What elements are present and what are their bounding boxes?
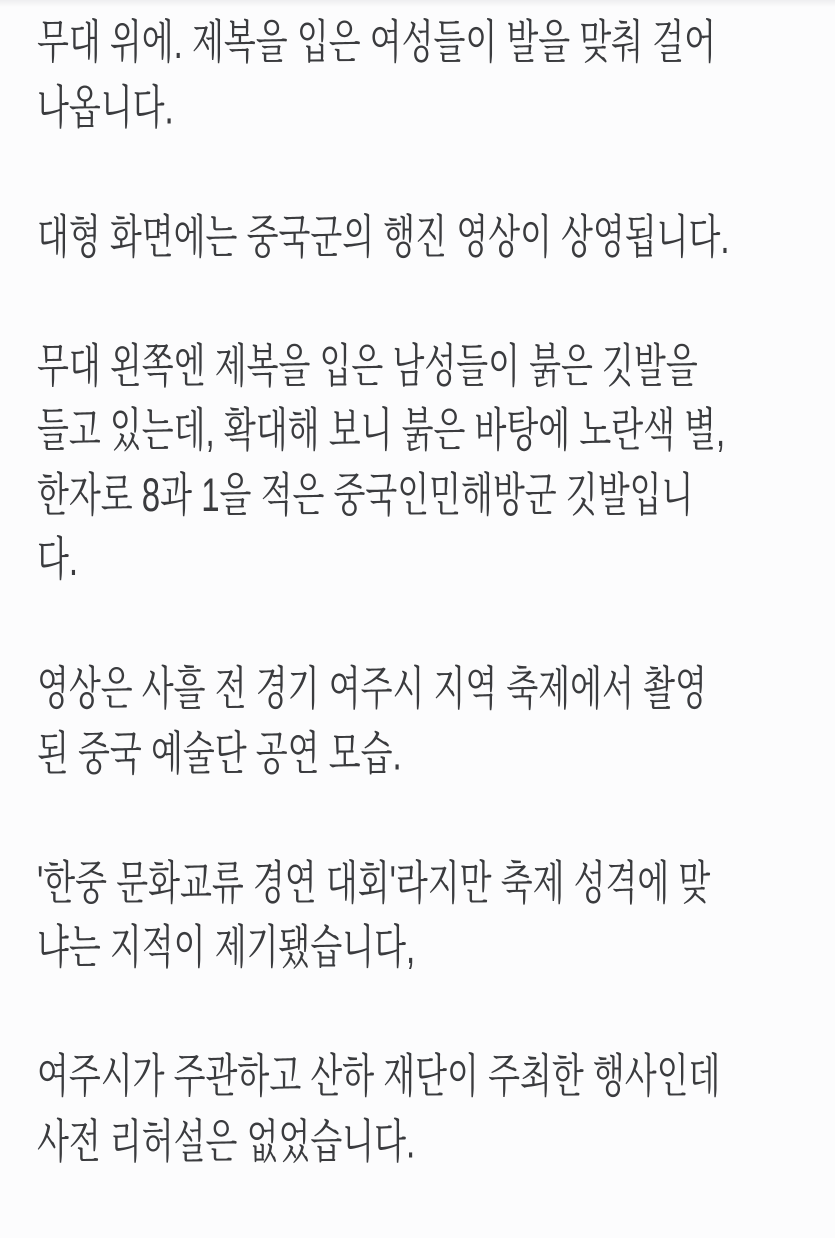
text-line: 여주시가 주관하고 산하 재단이 주최한 행사인데 xyxy=(37,1049,721,1102)
text-line: 나옵니다. xyxy=(37,80,174,133)
paragraph xyxy=(37,204,807,269)
text-line: 냐는 지적이 제기됐습니다, xyxy=(37,920,416,973)
text-line: 다. xyxy=(37,532,79,586)
paragraph xyxy=(37,10,807,139)
text-line: 들고 있는데, 확대해 보니 붉은 바탕에 노란색 별, xyxy=(37,403,726,456)
text-line: 영상은 사흘 전 경기 여주시 지역 축제에서 촬영 xyxy=(37,661,707,715)
paragraph xyxy=(37,656,807,785)
text-line: 된 중국 예술단 공연 모습. xyxy=(37,726,402,779)
text-line: '한중 문화교류 경연 대회'라지만 축제 성격에 맞 xyxy=(37,855,711,909)
paragraph xyxy=(37,850,807,979)
text-line: 무대 위에. 제복을 입은 여성들이 발을 맞춰 걸어 xyxy=(37,15,717,69)
paragraph xyxy=(37,1044,807,1173)
paragraph xyxy=(37,333,807,591)
text-line: 한자로 8과 1을 적은 중국인민해방군 깃발입니 xyxy=(37,467,694,521)
text-line: 대형 화면에는 중국군의 행진 영상이 상영됩니다. xyxy=(37,209,730,262)
text-line: 사전 리허설은 없었습니다. xyxy=(37,1113,416,1167)
text-line: 무대 왼쪽엔 제복을 입은 남성들이 붉은 깃발을 xyxy=(37,338,698,392)
